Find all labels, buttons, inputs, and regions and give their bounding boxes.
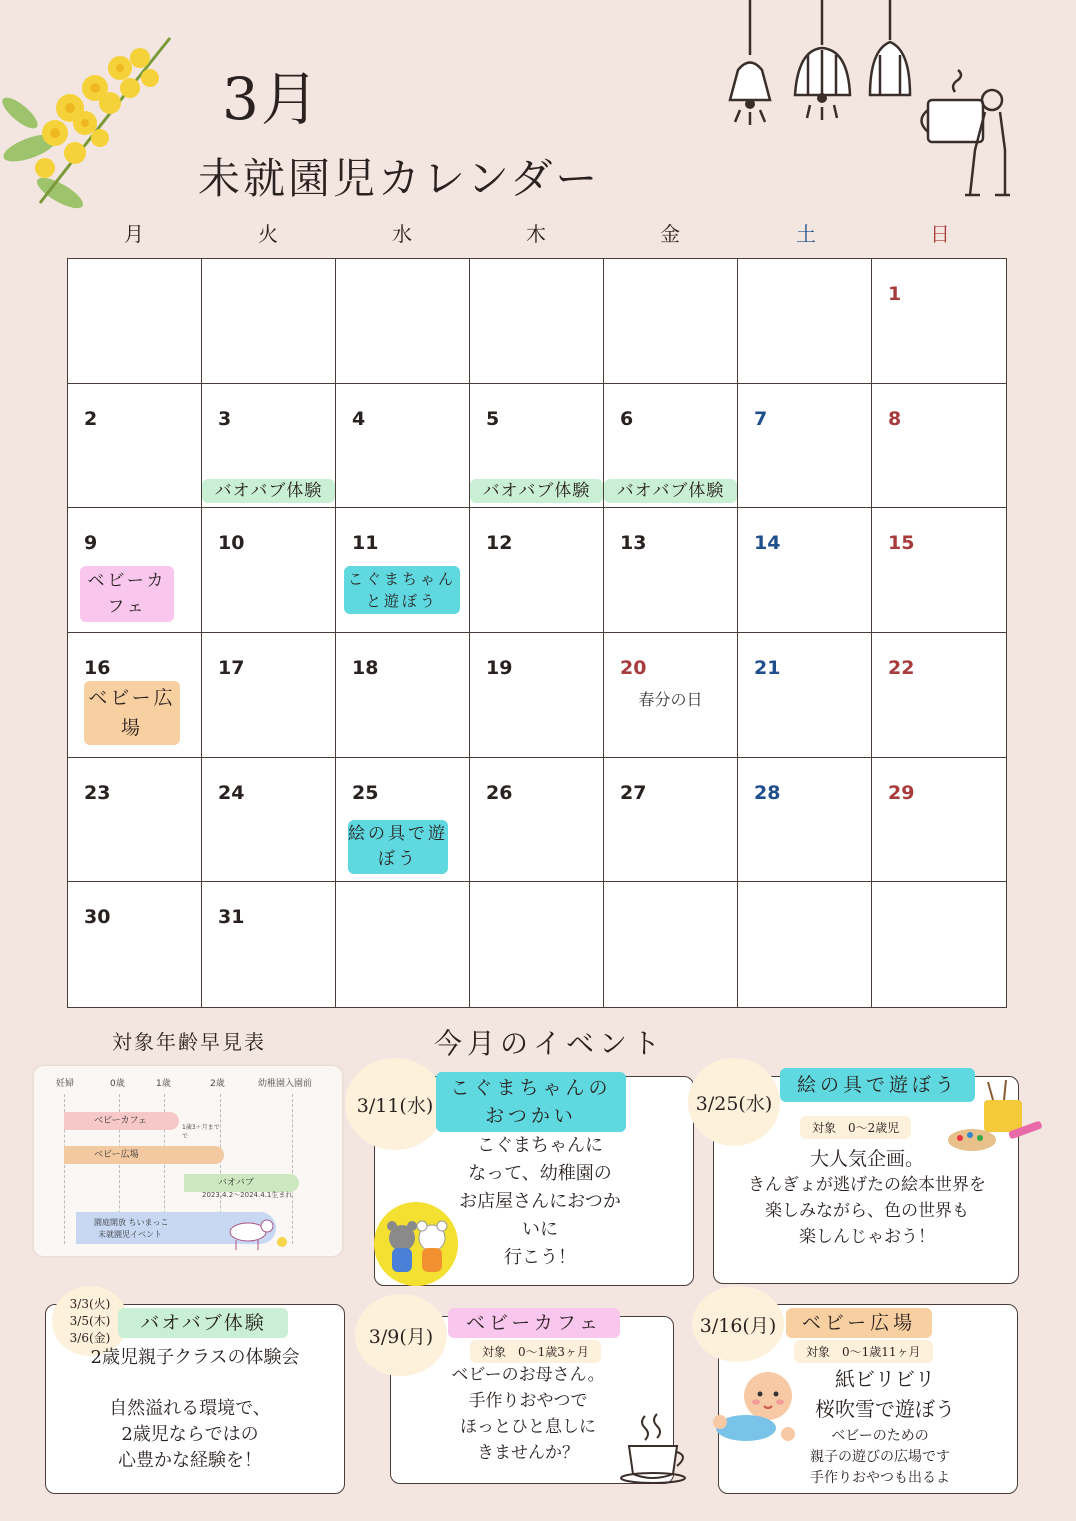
day-number: 25: [352, 781, 379, 804]
age-header: 1歳: [156, 1079, 171, 1089]
calendar-cell[interactable]: [872, 758, 1006, 883]
event-line: 手作りおやつで: [468, 1391, 588, 1411]
day-number: 26: [486, 781, 513, 804]
calendar-cell-empty: [336, 882, 470, 1007]
age-header: 妊婦: [56, 1079, 75, 1089]
calendar-cell-empty: [604, 259, 738, 384]
bar-baobab: バオバブ: [184, 1174, 299, 1192]
weekday-monday: 月: [124, 222, 144, 246]
pendant-lamps-illustration: [710, 0, 1030, 200]
calendar-cell-empty: [738, 882, 872, 1007]
calendar-cell[interactable]: [738, 508, 872, 633]
calendar-cell[interactable]: [202, 508, 336, 633]
day-number: 30: [84, 906, 111, 929]
event-description: [722, 1146, 1012, 1250]
crawling-baby-icon: [712, 1370, 804, 1446]
event-title: ベビーカフェ: [448, 1308, 620, 1338]
event-line: きませんか？: [477, 1443, 579, 1463]
day-number: 2: [84, 407, 98, 430]
event-line: 紙ビリビリ: [835, 1367, 935, 1391]
event-line: 桜吹雪で遊ぼう: [815, 1397, 955, 1421]
calendar-cell[interactable]: [872, 384, 1006, 509]
event-tag-baby-cafe[interactable]: ベビーカフェ: [80, 566, 174, 622]
event-line: 大人気企画。: [809, 1148, 924, 1170]
day-number: 8: [888, 407, 902, 430]
event-line: ほっとひと息しに: [460, 1417, 596, 1437]
day-number: 16: [84, 656, 111, 679]
calendar-cell[interactable]: [68, 633, 202, 758]
calendar-cell[interactable]: [202, 882, 336, 1007]
calendar-grid: [67, 258, 1007, 1008]
day-number: 21: [754, 656, 781, 679]
calendar-cell[interactable]: [68, 508, 202, 633]
calendar-cell[interactable]: [872, 259, 1006, 384]
calendar-cell-empty: [202, 259, 336, 384]
weekday-saturday: 土: [796, 222, 816, 246]
calendar-cell[interactable]: [604, 758, 738, 883]
age-header: 0歳: [110, 1079, 125, 1089]
calendar-cell[interactable]: [738, 384, 872, 509]
coffee-cup-icon: [615, 1412, 695, 1486]
event-description: [440, 1132, 640, 1272]
event-tag-baobab[interactable]: バオバブ体験: [202, 479, 335, 503]
age-header: 幼稚園入園前: [258, 1079, 313, 1089]
age-chart-title: 対象年齢早見表: [112, 1030, 266, 1054]
calendar-cell[interactable]: [604, 633, 738, 758]
event-title: 絵の具で遊ぼう: [780, 1068, 975, 1102]
day-number: 18: [352, 656, 379, 679]
day-number: 11: [352, 532, 379, 555]
calendar-cell[interactable]: [872, 508, 1006, 633]
weekday-thursday: 木: [526, 222, 546, 246]
day-number: 29: [888, 781, 915, 804]
calendar-cell[interactable]: [68, 384, 202, 509]
events-title: 今月のイベント: [434, 1027, 666, 1060]
event-date: 3/5(木): [69, 1313, 111, 1328]
calendar-cell[interactable]: [470, 384, 604, 509]
calendar-cell[interactable]: [336, 508, 470, 633]
calendar-cell[interactable]: [470, 633, 604, 758]
calendar-cell-empty: [738, 259, 872, 384]
event-target: 対象 0〜2歳児: [800, 1116, 911, 1139]
event-date: 3/9(月): [355, 1294, 447, 1376]
calendar-title: 未就園児カレンダー: [198, 154, 601, 203]
day-number: 24: [218, 781, 245, 804]
day-number: 20: [620, 656, 647, 679]
event-line: 自然溢れる環境で、: [109, 1398, 271, 1419]
day-number: 27: [620, 781, 647, 804]
event-line: 行こう！: [504, 1247, 576, 1268]
day-number: 28: [754, 781, 781, 804]
bar-label: 未就園児イベント: [98, 1230, 162, 1239]
event-line: 手作りおやつも出るよ: [810, 1470, 950, 1486]
calendar-cell[interactable]: [470, 758, 604, 883]
day-number: 5: [486, 407, 500, 430]
event-line: ベビーのための: [831, 1428, 929, 1444]
bear-characters-icon: [372, 1202, 462, 1286]
calendar-cell-empty: [470, 882, 604, 1007]
calendar-cell-empty: [604, 882, 738, 1007]
paint-palette-icon: [948, 1080, 1048, 1152]
event-line: 楽しみながら、色の世界も: [765, 1201, 969, 1221]
bar-period: 2023.4.2〜2024.4.1生まれ: [202, 1191, 293, 1199]
day-number: 12: [486, 532, 513, 555]
event-line: お店屋さんにおつか: [459, 1191, 621, 1212]
month-title: 3月: [222, 65, 321, 133]
event-title: ベビー広場: [786, 1308, 932, 1338]
event-target: 対象 0〜1歳3ヶ月: [470, 1340, 601, 1363]
event-headline: [790, 1364, 980, 1424]
event-line: なって、幼稚園の: [468, 1163, 612, 1184]
event-description: [780, 1426, 980, 1489]
event-line: 2歳児ならではの: [121, 1424, 259, 1445]
day-number: 22: [888, 656, 915, 679]
day-number: 6: [620, 407, 634, 430]
weekday-friday: 金: [660, 222, 680, 246]
event-line: 心豊かな経験を！: [118, 1450, 262, 1471]
event-title: バオバブ体験: [118, 1308, 288, 1338]
event-line: ベビーのお母さん。: [451, 1365, 605, 1385]
day-number: 23: [84, 781, 111, 804]
event-description: [416, 1362, 640, 1466]
event-description: [52, 1396, 328, 1474]
calendar-cell-empty: [872, 882, 1006, 1007]
bar-note: 1歳3ヶ月までで: [182, 1124, 220, 1140]
day-number: 1: [888, 283, 902, 305]
day-number: 17: [218, 656, 245, 679]
bar-baby-hiroba: ベビー広場: [64, 1146, 224, 1164]
weekday-wednesday: 水: [392, 222, 412, 246]
calendar-cell[interactable]: [738, 758, 872, 883]
calendar-cell[interactable]: [68, 758, 202, 883]
day-number: 13: [620, 532, 647, 555]
calendar-cell[interactable]: [68, 882, 202, 1007]
event-line: 親子の遊びの広場です: [810, 1449, 950, 1465]
event-tag-baobab[interactable]: バオバブ体験: [470, 479, 603, 503]
calendar-cell[interactable]: [336, 758, 470, 883]
day-number: 15: [888, 532, 915, 555]
event-line: きんぎょが逃げたの絵本世界を: [748, 1175, 986, 1195]
day-number: 4: [352, 407, 366, 430]
calendar-cell[interactable]: [202, 633, 336, 758]
bar-baby-cafe: ベビーカフェ: [64, 1112, 179, 1130]
calendar-cell[interactable]: [336, 384, 470, 509]
calendar-cell-empty: [470, 259, 604, 384]
event-date: 3/25(水): [688, 1058, 780, 1146]
calendar-cell[interactable]: [202, 384, 336, 509]
event-tag-baby-hiroba[interactable]: ベビー広場: [84, 681, 180, 745]
event-tag-kogumachan[interactable]: こぐまちゃんと遊ぼう: [344, 566, 460, 614]
mimosa-flower-illustration: [0, 18, 200, 218]
calendar-cell[interactable]: [738, 633, 872, 758]
event-tag-enogu[interactable]: 絵の具で遊ぼう: [348, 820, 448, 874]
calendar-cell-empty: [68, 259, 202, 384]
day-number: 14: [754, 532, 781, 555]
weekday-tuesday: 火: [258, 222, 278, 246]
event-date: 3/6(金): [69, 1330, 111, 1345]
age-chart-card: [34, 1066, 342, 1256]
goat-icon: [222, 1212, 292, 1252]
calendar-cell[interactable]: [604, 384, 738, 509]
event-line: いに: [522, 1219, 558, 1240]
event-date: 3/16(月): [692, 1286, 784, 1362]
calendar-cell[interactable]: [202, 758, 336, 883]
weekday-sunday: 日: [930, 222, 950, 246]
holiday-label: 春分の日: [638, 689, 703, 709]
calendar-cell-empty: [336, 259, 470, 384]
chart-divider: [292, 1094, 294, 1244]
event-date: 3/3(火): [69, 1296, 111, 1311]
event-date: 3/11(水): [345, 1058, 445, 1150]
event-line: こぐまちゃんに: [477, 1135, 603, 1156]
calendar-cell[interactable]: [336, 633, 470, 758]
day-number: 31: [218, 906, 245, 929]
bar-label: 園庭開放 ちいまっこ: [94, 1218, 169, 1227]
event-target: 対象 0〜1歳11ヶ月: [794, 1340, 933, 1363]
event-tag-baobab[interactable]: バオバブ体験: [604, 479, 737, 503]
day-number: 9: [84, 532, 98, 555]
calendar-cell[interactable]: [470, 508, 604, 633]
calendar-cell[interactable]: [604, 508, 738, 633]
calendar-cell[interactable]: [872, 633, 1006, 758]
event-line: 楽しんじゃおう！: [799, 1227, 935, 1247]
event-subtitle: 2歳児親子クラスの体験会: [90, 1347, 300, 1368]
day-number: 19: [486, 656, 513, 679]
age-header: 2歳: [210, 1079, 225, 1089]
day-number: 3: [218, 407, 232, 430]
event-title: こぐまちゃんのおつかい: [436, 1072, 626, 1132]
day-number: 10: [218, 532, 245, 555]
day-number: 7: [754, 407, 768, 430]
